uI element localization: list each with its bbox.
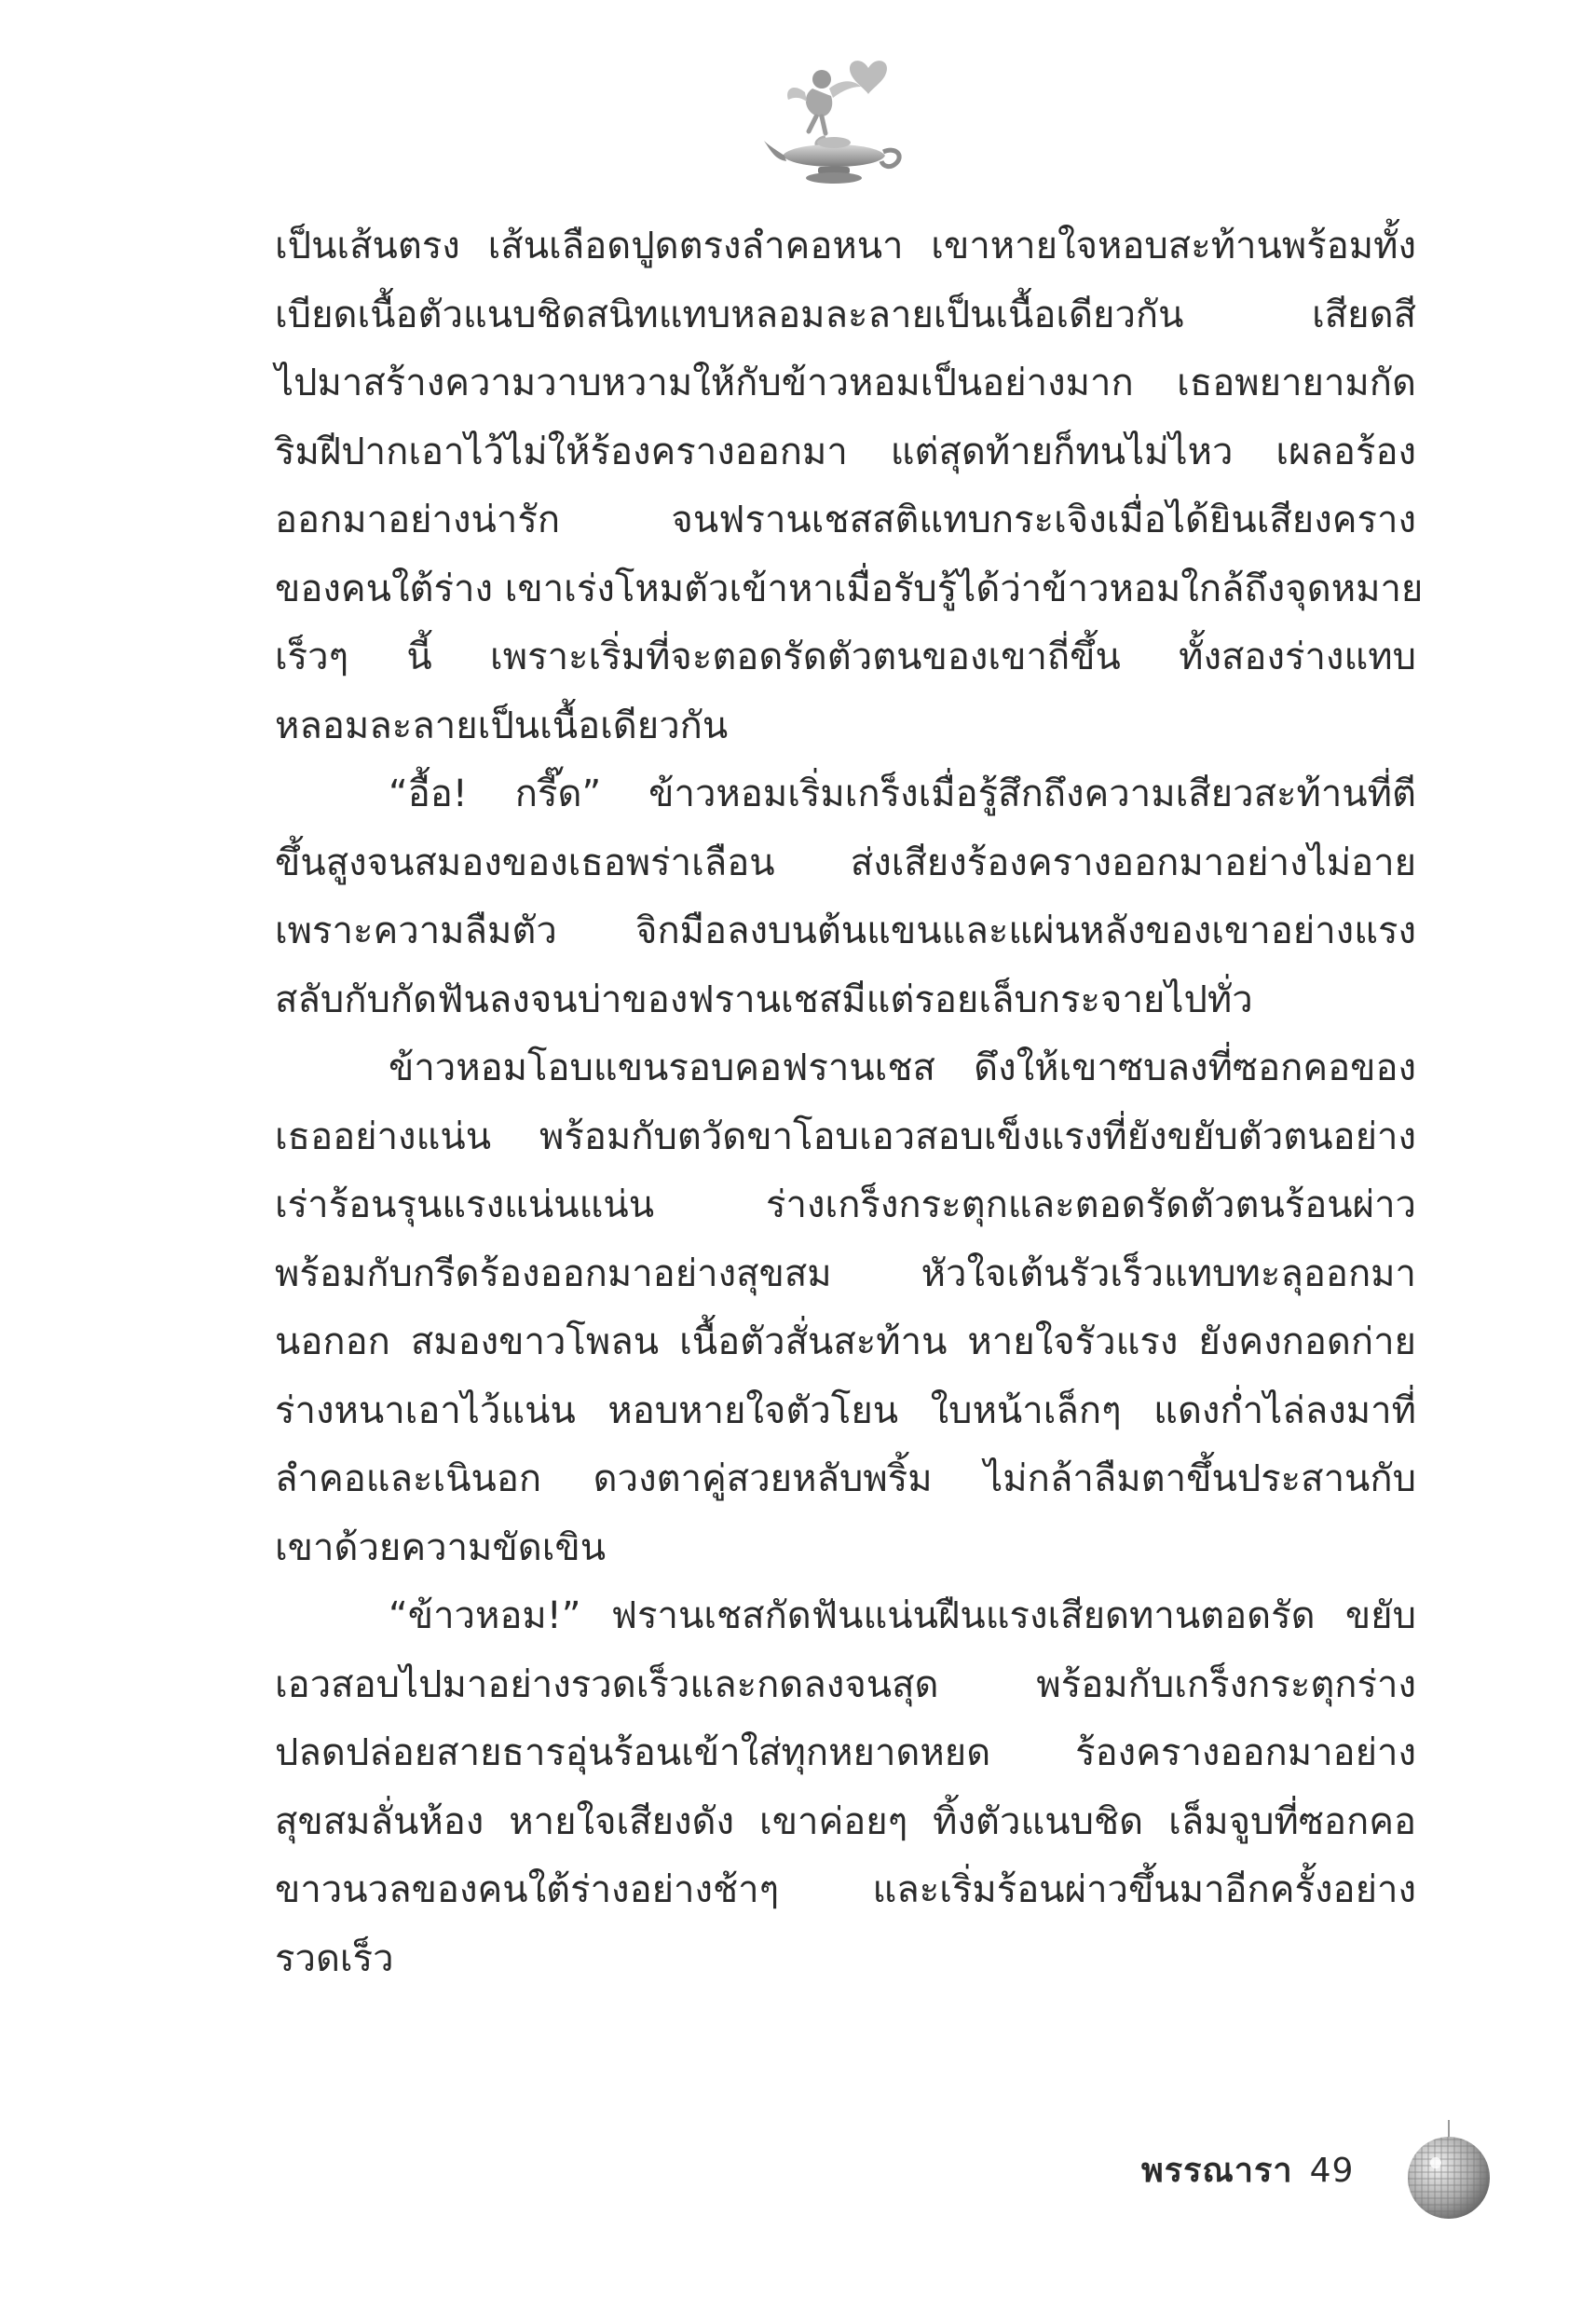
text-line: ขึ้นสูงจนสมองของเธอพร่าเลือน ส่งเสียงร้องครางออกมาอย่างไม่อาย bbox=[275, 841, 1416, 884]
footer-title: พรรณารา bbox=[1141, 2152, 1293, 2190]
text-line: ของคนใต้ร่าง เขาเร่งโหมตัวเข้าหาเมื่อรับรู้ได้ว่าข้าวหอมใกล้ถึงจุดหมาย bbox=[275, 567, 1424, 610]
text-line: เพราะความลืมตัว จิกมือลงบนต้นแขนและแผ่นหลังของเขาอย่างแรง bbox=[275, 909, 1416, 952]
text-line: ริมฝีปากเอาไว้ไม่ให้ร้องครางออกมา แต่สุดท้ายก็ทนไม่ไหว เผลอร้อง bbox=[275, 430, 1416, 473]
text-line: “อื้อ! กรี๊ด” ข้าวหอมเริ่มเกร็งเมื่อรู้สึกถึงความเสียวสะท้านที่ตี bbox=[389, 773, 1416, 815]
text-line: เบียดเนื้อตัวแนบชิดสนิทแทบหลอมละลายเป็นเนื้อเดียวกัน เสียดสี bbox=[275, 293, 1416, 336]
page-number: 49 bbox=[1309, 2152, 1355, 2190]
text-line: เร็วๆ นี้ เพราะเริ่มที่จะตอดรัดตัวตนของเขาถี่ขึ้น ทั้งสองร่างแทบ bbox=[275, 636, 1416, 678]
text-line: ขาวนวลของคนใต้ร่างอย่างช้าๆ และเริ่มร้อนผ่าวขึ้นมาอีกครั้งอย่าง bbox=[275, 1868, 1416, 1911]
text-line: ข้าวหอมโอบแขนรอบคอฟรานเชส ดึงให้เขาซบลงที่ซอกคอของ bbox=[389, 1046, 1416, 1089]
page-footer bbox=[1141, 2143, 1354, 2196]
body-text bbox=[275, 212, 1424, 1993]
text-line: ลำคอและเนินอก ดวงตาคู่สวยหลับพริ้ม ไม่กล้าลืมตาขึ้นประสานกับ bbox=[275, 1457, 1416, 1500]
text-line: รวดเร็ว bbox=[275, 1936, 394, 1980]
text-line: เธออย่างแน่น พร้อมกับตวัดขาโอบเอวสอบเข็งแรงที่ยังขยับตัวตนอย่าง bbox=[275, 1114, 1416, 1158]
text-line: เอวสอบไปมาอย่างรวดเร็วและกดลงจนสุด พร้อมกับเกร็งกระตุกร่าง bbox=[275, 1662, 1416, 1706]
text-line: สุขสมลั่นห้อง หายใจเสียงดัง เขาค่อยๆ ทิ้งตัวแนบชิด เล็มจูบที่ซอกคอ bbox=[275, 1799, 1416, 1843]
text-line: เป็นเส้นตรง เส้นเลือดปูดตรงลำคอหนา เขาหายใจหอบสะท้านพร้อมทั้ง bbox=[275, 225, 1416, 267]
text-line: ปลดปล่อยสายธารอุ่นร้อนเข้าใส่ทุกหยาดหยด ร้องครางออกมาอย่าง bbox=[275, 1731, 1416, 1774]
ornament-lamp-icon bbox=[764, 51, 913, 191]
text-line: ออกมาอย่างน่ารัก จนฟรานเชสสติแทบกระเจิงเมื่อได้ยินเสียงคราง bbox=[275, 499, 1416, 541]
text-line: เร่าร้อนรุนแรงแน่นแน่น ร่างเกร็งกระตุกและตอดรัดตัวตนร้อนผ่าว bbox=[275, 1183, 1416, 1226]
text-line: ไปมาสร้างความวาบหวามให้กับข้าวหอมเป็นอย่างมาก เธอพยายามกัด bbox=[275, 362, 1416, 404]
text-line: นอกอก สมองขาวโพลน เนื้อตัวสั่นสะท้าน หายใจรัวแรง ยังคงกอดก่าย bbox=[275, 1320, 1416, 1363]
text-line: หลอมละลายเป็นเนื้อเดียวกัน bbox=[275, 704, 729, 747]
text-line: “ข้าวหอม!” ฟรานเชสกัดฟันแน่นฝืนแรงเสียดทานตอดรัด ขยับ bbox=[389, 1594, 1416, 1637]
disco-ball-icon bbox=[1402, 2120, 1491, 2222]
text-line: ร่างหนาเอาไว้แน่น หอบหายใจตัวโยน ใบหน้าเล็กๆ แดงก่ำไล่ลงมาที่ bbox=[275, 1388, 1416, 1432]
text-line: สลับกับกัดฟันลงจนบ่าของฟรานเชสมีแต่รอยเล็บกระจายไปทั่ว bbox=[275, 978, 1253, 1021]
text-line: เขาด้วยความขัดเขิน bbox=[275, 1525, 607, 1569]
text-line: พร้อมกับกรีดร้องออกมาอย่างสุขสม หัวใจเต้นรัวเร็วแทบทะลุออกมา bbox=[275, 1251, 1416, 1295]
